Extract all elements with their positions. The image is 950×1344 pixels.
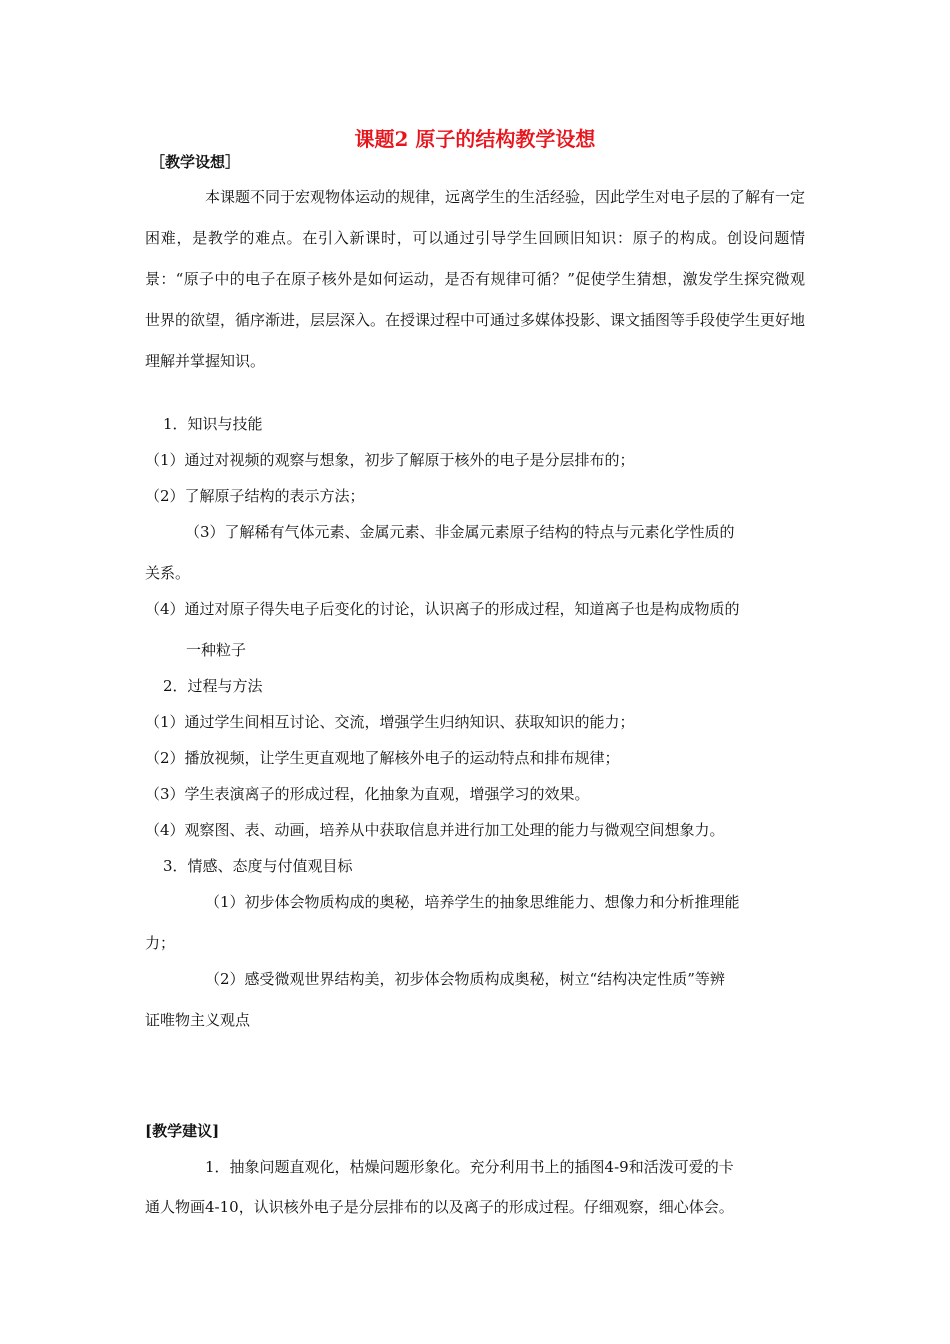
goal-heading-process: 2．过程与方法: [163, 677, 263, 695]
suggestion-line: 通人物画4-10，认识核外电子是分层排布的以及离子的形成过程。仔细观察，细心体会。: [145, 1198, 734, 1216]
list-item: （3）学生表演离子的形成过程，化抽象为直观，增强学习的效果。: [145, 785, 590, 803]
goal-heading-attitude: 3．情感、态度与付值观目标: [163, 857, 353, 875]
list-item-continuation: 关系。: [145, 564, 191, 582]
section-heading-suggestions: [教学建议]: [145, 1122, 220, 1140]
list-item: （2）播放视频，让学生更直观地了解核外电子的运动特点和排布规律；: [145, 749, 620, 767]
list-item: （3）了解稀有气体元素、金属元素、非金属元素原子结构的特点与元素化学性质的: [185, 523, 735, 541]
list-item-continuation: 一种粒子: [186, 641, 247, 659]
list-item: （4）通过对原子得失电子后变化的讨论，认识离子的形成过程，知道离子也是构成物质的: [145, 600, 740, 618]
intro-paragraph: 本课题不同于宏观物体运动的规律，远离学生的生活经验，因此学生对电子层的了解有一定困难，是教学的难点。在引入新课时，可以通过引导学生回顾旧知识：原子的构成。创设问题情景：“原子中的电子在原子核外是如何运动，是否有规律可循？”促使学生猜想，激发学生探究微观世界的欲望，循序渐进，层层深入。在授课过程中可通过多媒体投影、课文插图等手段使学生更好地理解并掌握知识。: [145, 188, 806, 370]
list-item-continuation: 力；: [145, 934, 176, 952]
list-item: （4）观察图、表、动画，培养从中获取信息并进行加工处理的能力与微观空间想象力。: [145, 821, 725, 839]
document-title: 课题2 原子的结构教学设想: [354, 127, 596, 151]
list-item: （1）通过学生间相互讨论、交流，增强学生归纳知识、获取知识的能力；: [145, 713, 635, 731]
list-item: （2）了解原子结构的表示方法；: [145, 487, 365, 505]
suggestion-line: 1．抽象问题直观化，枯燥问题形象化。充分利用书上的插图4-9和活泼可爱的卡: [205, 1158, 734, 1176]
list-item: （1）初步体会物质构成的奥秘，培养学生的抽象思维能力、想像力和分析推理能: [205, 893, 740, 911]
list-item: （2）感受微观世界结构美，初步体会物质构成奥秘，树立“结构决定性质”等辨: [205, 970, 725, 988]
list-item-continuation: 证唯物主义观点: [145, 1011, 251, 1029]
goal-heading-knowledge: 1．知识与技能: [163, 415, 263, 433]
section-heading-teaching-plan: ［教学设想］: [150, 153, 241, 171]
list-item: （1）通过对视频的观察与想象，初步了解原于核外的电子是分层排布的；: [145, 451, 635, 469]
